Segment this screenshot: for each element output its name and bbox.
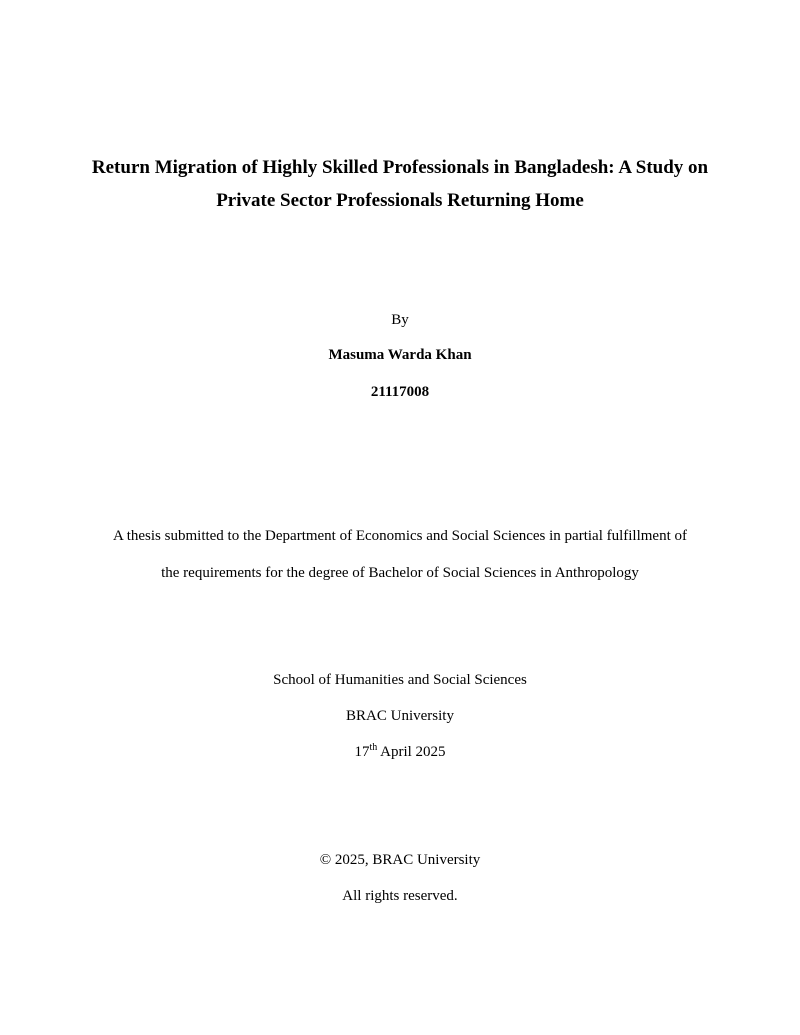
date-month-year: April 2025 xyxy=(377,744,446,760)
university-name: BRAC University xyxy=(346,708,454,724)
submission-statement-line-2: the requirements for the degree of Bachelor of Social Sciences in Anthropology xyxy=(161,565,639,581)
submission-date xyxy=(0,744,800,761)
author-name: Masuma Warda Khan xyxy=(328,347,472,363)
school-name: School of Humanities and Social Sciences xyxy=(273,672,527,688)
student-id: 21117008 xyxy=(370,384,430,400)
date-ordinal-suffix: th xyxy=(369,742,378,753)
submission-statement-line-1: A thesis submitted to the Department of Economics and Social Sciences in partial fulfillment of xyxy=(112,528,688,544)
thesis-title-line-1: Return Migration of Highly Skilled Professionals in Bangladesh: A Study on xyxy=(91,157,709,178)
thesis-title-line-2: Private Sector Professionals Returning Home xyxy=(216,190,584,211)
by-label: By xyxy=(391,312,409,328)
rights-statement: All rights reserved. xyxy=(342,888,458,904)
copyright-notice: © 2025, BRAC University xyxy=(319,852,481,868)
date-day: 17 xyxy=(354,744,370,760)
